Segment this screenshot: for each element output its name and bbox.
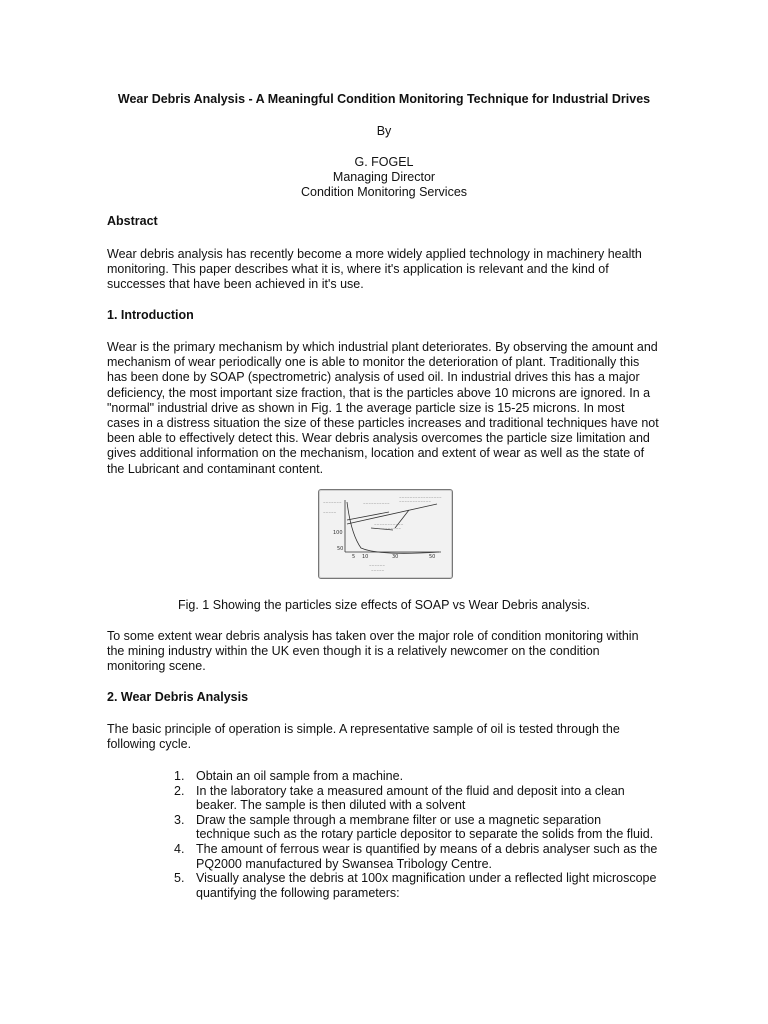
list-item-number: 1. (174, 769, 185, 783)
text-line: Wear debris analysis has recently become a more widely applied technology in machinery health (107, 247, 642, 261)
list-item-text: PQ2000 manufactured by Swansea Tribology Centre. (196, 856, 493, 871)
annotation-text: ~~~~~ (323, 511, 337, 515)
text-line: Wear is the primary mechanism by which industrial plant deteriorates. By observing the amount and (107, 340, 658, 354)
author-organization: Condition Monitoring Services (300, 185, 468, 199)
author-position: Managing Director (332, 170, 436, 184)
paper-title: Wear Debris Analysis - A Meaningful Condition Monitoring Technique for Industrial Drives (117, 92, 651, 106)
annotation-text: ~~~~~~~ (323, 501, 342, 505)
list-item (174, 784, 694, 813)
list-item-number: 5. (174, 871, 185, 886)
annotation-text: ~~~~~ (371, 569, 385, 573)
text-line: the mining industry within the UK even though it is a relatively newcomer on the condition (107, 644, 600, 659)
procedure-steps-list (174, 769, 694, 900)
annotation-text: ~~~~~~~~~ (377, 527, 402, 531)
list-item-text: technique such as the rotary particle depositor to separate the solids from the fluid. (196, 827, 654, 842)
byline-by: By (376, 124, 392, 138)
annotation-text: ~~~~~~~~~~~ (374, 523, 404, 527)
section-2-paragraph (107, 722, 667, 752)
introduction-paragraph (107, 340, 667, 477)
list-item-text: The amount of ferrous wear is quantified by means of a debris analyser such as the (196, 841, 658, 856)
list-item-number: 3. (174, 812, 185, 827)
x-tick-label: 50 (429, 554, 436, 560)
text-line: To some extent wear debris analysis has taken over the major role of condition monitoring within (107, 629, 639, 643)
list-item-text: quantifying the following parameters: (196, 885, 400, 900)
annotation-text: ~~~~~~~~~~ (363, 502, 390, 506)
abstract-heading: Abstract (107, 214, 158, 228)
annotation-text: ~~~~~~~~~~~~ (399, 500, 432, 504)
y-tick-label: 50 (337, 546, 344, 552)
text-line: successes that have been achieved in it's use. (107, 277, 364, 292)
annotation-text: ~~~~~~ (369, 564, 386, 568)
text-line: monitoring scene. (107, 659, 206, 674)
text-line: been able to effectively detect this. Wear debris analysis overcomes the particle size limitation and (107, 431, 650, 446)
introduction-heading: 1. Introduction (107, 308, 194, 322)
list-item (174, 871, 694, 900)
section-2-heading: 2. Wear Debris Analysis (107, 690, 249, 704)
text-line: cases in a distress situation the size of these particles increases and traditional techniques have not (107, 416, 659, 431)
list-item (174, 842, 694, 871)
text-line: deficiency, the most important size fraction, that is the particles above 10 microns are ignored. In a (107, 385, 651, 400)
list-item-text: Visually analyse the debris at 100x magnification under a reflected light microscope (196, 871, 657, 886)
figure-1-image (318, 489, 453, 579)
text-line: mechanism of wear periodically one is able to monitor the deterioration of plant. Traditionally this (107, 355, 640, 370)
text-line: has been done by SOAP (spectrometric) analysis of used oil. In industrial drives this has a major (107, 370, 640, 385)
x-tick-label: 10 (362, 554, 369, 560)
text-line: the Lubricant and contaminant content. (107, 461, 324, 476)
author-name: G. FOGEL (354, 155, 414, 169)
list-item-text: Draw the sample through a membrane filter or use a magnetic separation (196, 812, 602, 827)
context-paragraph (107, 629, 667, 675)
list-item-number: 4. (174, 841, 185, 856)
text-line: monitoring. This paper describes what it is, where it's application is relevant and the kind of (107, 262, 609, 277)
abstract-paragraph (107, 247, 667, 293)
text-line: following cycle. (107, 737, 192, 752)
list-item-text: Obtain an oil sample from a machine. (196, 769, 404, 783)
figure-1-caption: Fig. 1 Showing the particles size effects of SOAP vs Wear Debris analysis. (178, 598, 590, 612)
list-item (174, 769, 694, 784)
x-tick-label: 5 (352, 554, 356, 560)
annotation-text: ~~~~~~~~~~~~~~~~ (399, 496, 442, 500)
y-tick-label: 100 (333, 530, 343, 536)
list-item-text: In the laboratory take a measured amount of the fluid and deposit into a clean (196, 783, 625, 798)
text-line: gives additional information on the mechanism, location and extent of wear as well as the state of (107, 446, 645, 461)
text-line: "normal" industrial drive as shown in Fig. 1 the average particle size is 15-25 microns. In most (107, 400, 625, 415)
list-item-number: 2. (174, 783, 185, 798)
wear-debris-range-line (347, 504, 437, 524)
particle-size-chart-sketch (319, 490, 452, 578)
list-item (174, 813, 694, 842)
x-tick-label: 30 (392, 554, 399, 560)
list-item-text: beaker. The sample is then diluted with a solvent (196, 798, 466, 813)
text-line: The basic principle of operation is simple. A representative sample of oil is tested through the (107, 722, 620, 736)
